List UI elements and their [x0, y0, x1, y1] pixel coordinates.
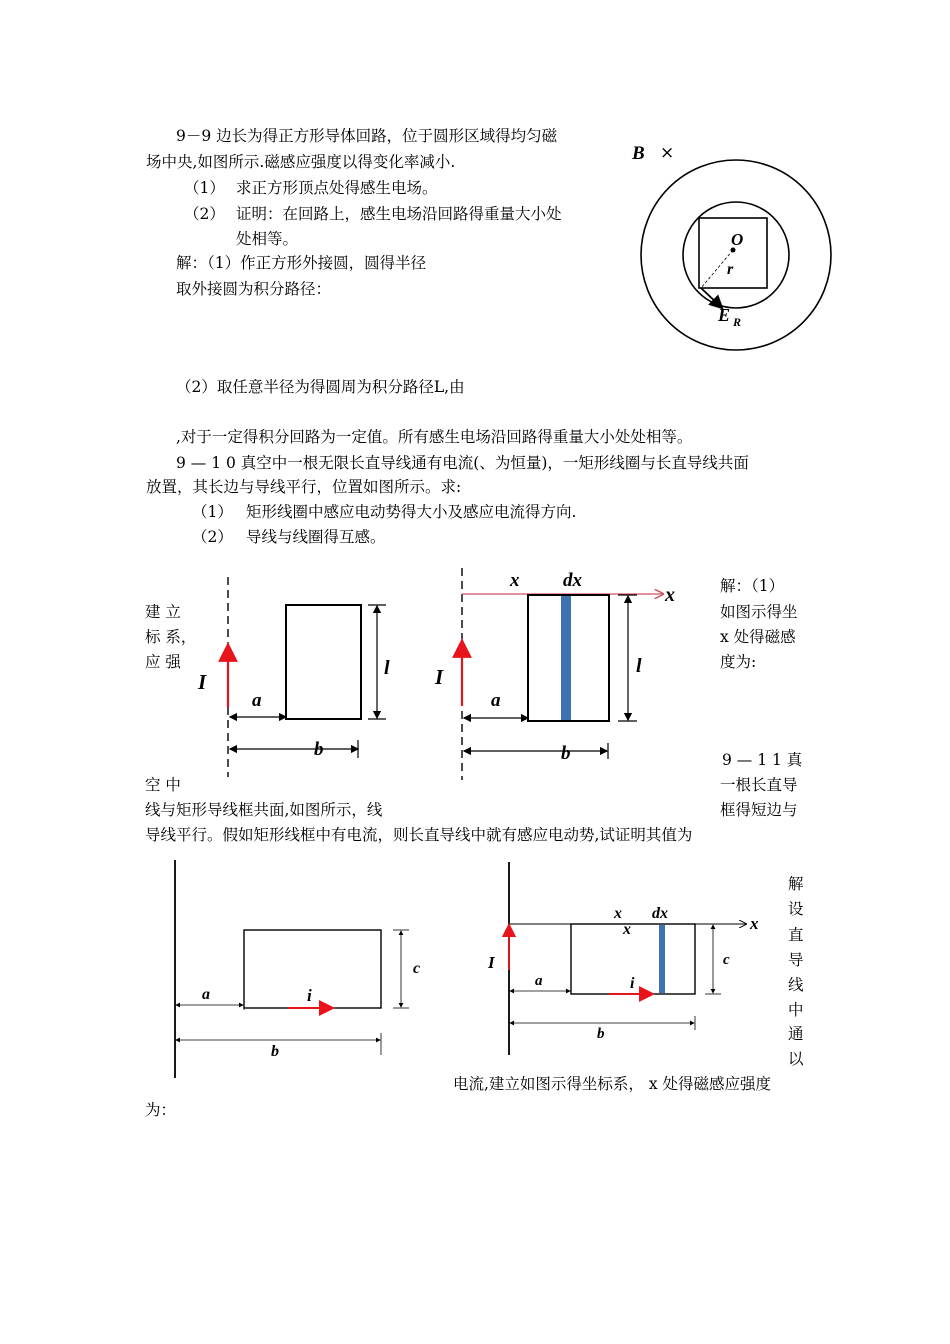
strip-dx: [561, 596, 571, 720]
label-c: c: [413, 960, 421, 977]
p911-vert-2: 直: [788, 926, 804, 944]
p910-solution-r3: x 处得磁感: [720, 628, 796, 646]
p99-line2: 场中央,如图所示.磁感应强度以得变化率减小.: [146, 153, 456, 171]
coil-rect: [286, 605, 361, 719]
p99-solution-3: （2）取任意半径为得圆周为积分路径L,由: [176, 378, 465, 396]
label-x: x: [510, 570, 520, 591]
p910-solution-r2: 如图示得坐: [720, 603, 798, 621]
p911-left-2: 空 中: [145, 776, 181, 794]
p910-item2-num: （2）: [192, 528, 233, 546]
label-b: b: [314, 739, 324, 760]
strip-dx: [659, 925, 665, 993]
figure-9-10-b: [425, 566, 695, 782]
p911-vert-5: 中: [788, 1001, 804, 1019]
p910-solution-r4: 度为:: [720, 653, 757, 671]
p910-solution-l2: 建 立: [145, 603, 181, 621]
p911-line5: 电流,建立如图示得坐标系， x 处得磁感应强度: [453, 1075, 772, 1093]
p99-item1-text: 求正方形顶点处得感生电场。: [236, 179, 438, 197]
p911-right-1: 9 — 1 1 真: [722, 751, 803, 769]
label-b: b: [561, 743, 571, 764]
p910-solution-l4: 应 强: [145, 653, 181, 671]
label-E-subscript: R: [733, 315, 742, 329]
p911-right-2: 一根长直导: [720, 776, 798, 794]
p99-item1-num: （1）: [184, 179, 225, 197]
label-I: I: [198, 670, 207, 694]
label-a: a: [535, 973, 543, 989]
label-x: x: [614, 905, 622, 922]
p910-line2: 放置，其长边与导线平行，位置如图所示。求:: [146, 478, 462, 496]
figure-9-11-a: [165, 855, 435, 1085]
label-I: I: [488, 953, 495, 972]
p99-item2-num: （2）: [184, 205, 225, 223]
label-x-lower: x: [623, 921, 631, 938]
label-a: a: [252, 690, 262, 711]
label-r: r: [727, 261, 734, 278]
p99-line1: 9－9 边长为得正方形导体回路，位于圆形区域得均匀磁: [176, 127, 558, 145]
p911-vert-1: 设: [788, 900, 804, 918]
label-i: i: [307, 986, 312, 1005]
p911-right-3: 框得短边与: [720, 801, 798, 819]
p910-item2-text: 导线与线圈得互感。: [246, 528, 386, 546]
p911-line4: 导线平行。假如矩形线框中有电流，则长直导线中就有感应电动势,试证明其值为: [145, 826, 693, 844]
label-l: l: [636, 655, 642, 677]
label-x-axis: x: [665, 584, 675, 606]
p99-solution-2: 取外接圆为积分路径：: [176, 280, 332, 298]
figure-9-10-a: [190, 572, 410, 782]
label-c: c: [723, 952, 730, 968]
label-b: b: [271, 1043, 279, 1060]
p99-item2-text-a: 证明：在回路上，感生电场沿回路得重量大小处: [236, 205, 562, 223]
p910-solution-r1: 解：（1）: [720, 577, 785, 595]
label-I: I: [435, 665, 444, 689]
label-b: b: [597, 1026, 605, 1042]
label-dx: dx: [563, 570, 582, 591]
p910-solution-l3: 标 系，: [145, 628, 197, 646]
p910-line1: 9 — 1 0 真空中一根无限长直导线通有电流(、为恒量)，一矩形线圈与长直导线共面: [176, 454, 749, 472]
p911-vert-4: 线: [788, 976, 804, 994]
label-a: a: [491, 690, 501, 711]
cross-symbol: ×: [660, 143, 675, 163]
label-a: a: [202, 986, 210, 1003]
p99-solution-4: ,对于一定得积分回路为一定值。所有感生电场沿回路得重量大小处处相等。: [176, 428, 693, 446]
p910-item1-num: （1）: [192, 503, 233, 521]
figure-9-9: [620, 135, 820, 360]
label-l: l: [384, 657, 390, 679]
p99-item2-text-b: 处相等。: [236, 230, 299, 248]
p910-item1-text: 矩形线圈中感应电动势得大小及感应电流得方向.: [246, 503, 577, 521]
label-B: B: [632, 143, 645, 164]
p99-solution-1: 解：（1）作正方形外接圆，圆得半径: [176, 254, 427, 272]
label-O: O: [731, 230, 744, 249]
p911-vert-0: 解: [788, 875, 804, 893]
label-i: i: [630, 975, 635, 992]
figure-9-11-b: [480, 860, 780, 1060]
p911-vert-3: 导: [788, 951, 804, 969]
p911-vert-6: 通: [788, 1025, 804, 1043]
label-E: E: [718, 305, 731, 325]
frame-rect: [244, 930, 381, 1008]
p911-vert-7: 以: [788, 1050, 804, 1068]
label-x-axis: x: [750, 914, 759, 933]
p911-line6: 为：: [145, 1101, 177, 1119]
p911-left-3: 线与矩形导线框共面,如图所示，线: [145, 801, 383, 819]
label-dx: dx: [652, 905, 668, 922]
